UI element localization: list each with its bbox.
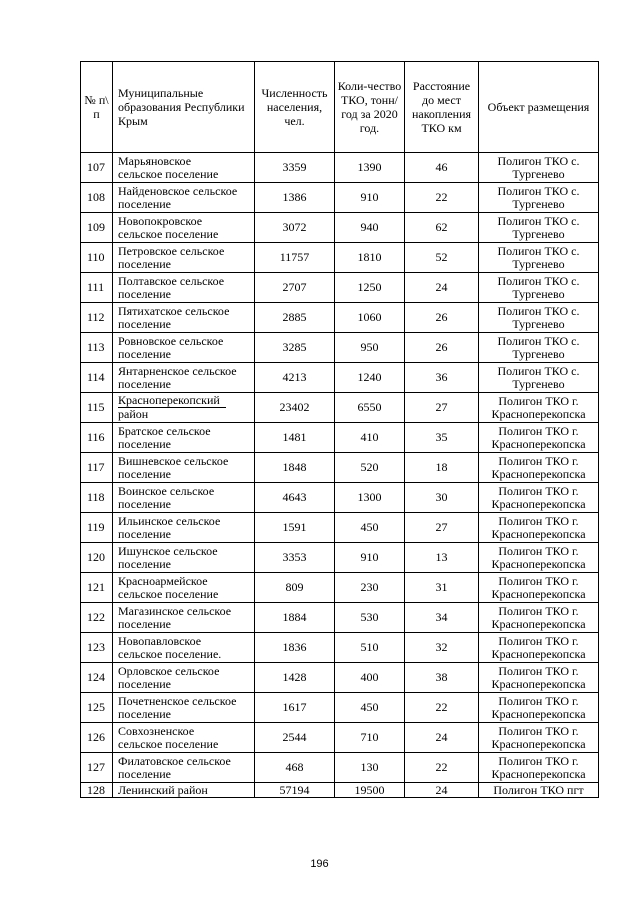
cell-distance: 22 [405, 693, 479, 723]
disposal-site-line: Полигон ТКО г. [498, 573, 579, 588]
cell-waste-amount: 510 [335, 633, 405, 663]
municipality-line: Новопавловское [118, 633, 202, 648]
cell-municipality [113, 423, 255, 453]
cell-population: 1428 [255, 663, 335, 693]
municipality-line: Почетненское сельское [118, 693, 237, 708]
cell-municipality [113, 663, 255, 693]
table-row [81, 153, 599, 183]
table-row [81, 603, 599, 633]
cell-distance: 24 [405, 723, 479, 753]
cell-disposal-site [479, 273, 599, 303]
cell-population: 1591 [255, 513, 335, 543]
cell-waste-amount: 520 [335, 453, 405, 483]
cell-population: 1481 [255, 423, 335, 453]
disposal-site-line: Полигон ТКО г. [498, 723, 579, 738]
cell-municipality [113, 243, 255, 273]
cell-number: 107 [81, 153, 113, 183]
cell-number: 115 [81, 393, 113, 423]
table-body [81, 153, 599, 798]
table-row [81, 663, 599, 693]
header-population: Численность населения, чел. [255, 62, 335, 153]
disposal-site-line: Полигон ТКО с. [497, 183, 580, 198]
cell-municipality [113, 543, 255, 573]
cell-municipality [113, 393, 255, 423]
header-municipality: Муниципальные образования Республики Крым [113, 62, 255, 153]
cell-disposal-site [479, 213, 599, 243]
cell-disposal-site [479, 753, 599, 783]
cell-number: 116 [81, 423, 113, 453]
municipality-line: Пятихатское сельское [118, 303, 230, 318]
table-row [81, 183, 599, 213]
cell-municipality [113, 333, 255, 363]
cell-distance: 31 [405, 573, 479, 603]
cell-population: 57194 [255, 783, 335, 798]
municipality-line: Ишунское сельское [118, 543, 218, 558]
disposal-site-line: Полигон ТКО с. [497, 273, 580, 288]
cell-distance: 22 [405, 753, 479, 783]
cell-population: 2885 [255, 303, 335, 333]
cell-number: 121 [81, 573, 113, 603]
cell-number: 119 [81, 513, 113, 543]
cell-distance: 24 [405, 273, 479, 303]
cell-disposal-site [479, 183, 599, 213]
cell-distance: 13 [405, 543, 479, 573]
cell-waste-amount: 910 [335, 543, 405, 573]
cell-waste-amount: 1810 [335, 243, 405, 273]
disposal-site-line: Полигон ТКО с. [497, 213, 580, 228]
cell-disposal-site [479, 783, 599, 798]
disposal-site-line: Тургенево [512, 226, 565, 241]
disposal-site-line: Красноперекопска [491, 586, 586, 601]
cell-population: 1836 [255, 633, 335, 663]
municipality-line: Братское сельское [118, 423, 211, 438]
cell-population: 3359 [255, 153, 335, 183]
disposal-site-line: Полигон ТКО г. [498, 603, 579, 618]
disposal-site-line: Тургенево [512, 166, 565, 181]
cell-waste-amount: 19500 [335, 783, 405, 798]
municipality-line: поселение [118, 466, 172, 481]
disposal-site-line: Полигон ТКО с. [497, 153, 580, 168]
municipality-line: Совхозненское [118, 723, 195, 738]
cell-number: 113 [81, 333, 113, 363]
cell-distance: 38 [405, 663, 479, 693]
cell-disposal-site [479, 303, 599, 333]
cell-municipality [113, 213, 255, 243]
cell-number: 128 [81, 783, 113, 798]
disposal-site-line: Тургенево [512, 256, 565, 271]
municipality-line: поселение [118, 556, 172, 571]
cell-number: 109 [81, 213, 113, 243]
cell-number: 110 [81, 243, 113, 273]
disposal-site-line: Полигон ТКО пгт [493, 782, 584, 797]
page-number: 196 [310, 858, 329, 870]
cell-disposal-site [479, 363, 599, 393]
cell-population: 4213 [255, 363, 335, 393]
municipality-line: Магазинское сельское [118, 603, 232, 618]
disposal-site-line: Тургенево [512, 376, 565, 391]
cell-distance: 52 [405, 243, 479, 273]
municipality-line: Петровское сельское [118, 243, 225, 258]
municipality-line: Марьяновское [118, 153, 192, 168]
cell-population: 3353 [255, 543, 335, 573]
cell-population: 11757 [255, 243, 335, 273]
cell-waste-amount: 1060 [335, 303, 405, 333]
municipality-line: Ровновское сельское [118, 333, 224, 348]
cell-population: 4643 [255, 483, 335, 513]
table-row [81, 423, 599, 453]
municipality-line: сельское поселение [118, 166, 219, 181]
cell-waste-amount: 450 [335, 693, 405, 723]
municipality-line: Воинское сельское [118, 483, 215, 498]
cell-number: 126 [81, 723, 113, 753]
cell-population: 3285 [255, 333, 335, 363]
cell-distance: 24 [405, 783, 479, 798]
cell-number: 112 [81, 303, 113, 333]
table-row [81, 333, 599, 363]
cell-number: 118 [81, 483, 113, 513]
disposal-site-line: Красноперекопска [491, 436, 586, 451]
municipality-line: поселение [118, 616, 172, 631]
table-row [81, 453, 599, 483]
cell-municipality [113, 183, 255, 213]
cell-municipality [113, 573, 255, 603]
cell-disposal-site [479, 633, 599, 663]
municipality-line: поселение [118, 286, 172, 301]
header-waste-amount: Коли-чество ТКО, тонн/год за 2020 год. [335, 62, 405, 153]
municipality-line: Найденовское сельское [118, 183, 238, 198]
cell-disposal-site [479, 393, 599, 423]
cell-municipality [113, 603, 255, 633]
disposal-site-line: Полигон ТКО с. [497, 363, 580, 378]
cell-population: 1884 [255, 603, 335, 633]
table-row [81, 483, 599, 513]
cell-number: 120 [81, 543, 113, 573]
disposal-site-line: Тургенево [512, 286, 565, 301]
disposal-site-line: Красноперекопска [491, 766, 586, 781]
disposal-site-line: Полигон ТКО г. [498, 453, 579, 468]
cell-disposal-site [479, 153, 599, 183]
disposal-site-line: Полигон ТКО г. [498, 693, 579, 708]
cell-municipality [113, 633, 255, 663]
cell-distance: 30 [405, 483, 479, 513]
cell-population: 23402 [255, 393, 335, 423]
municipality-line: Полтавское сельское [118, 273, 225, 288]
cell-disposal-site [479, 423, 599, 453]
table-header-row [81, 62, 599, 153]
header-number: № п\ п [81, 62, 113, 153]
municipality-line: поселение [118, 196, 172, 211]
cell-number: 117 [81, 453, 113, 483]
cell-municipality [113, 783, 255, 798]
municipality-line: район [118, 407, 149, 421]
cell-number: 123 [81, 633, 113, 663]
cell-waste-amount: 530 [335, 603, 405, 633]
cell-waste-amount: 1240 [335, 363, 405, 393]
cell-municipality [113, 513, 255, 543]
disposal-site-line: Красноперекопска [491, 466, 586, 481]
disposal-site-line: Полигон ТКО г. [498, 543, 579, 558]
disposal-site-line: Красноперекопска [491, 496, 586, 511]
cell-population: 1617 [255, 693, 335, 723]
disposal-site-line: Тургенево [512, 346, 565, 361]
municipality-line: сельское поселение [118, 586, 219, 601]
cell-disposal-site [479, 663, 599, 693]
cell-number: 111 [81, 273, 113, 303]
municipality-line: поселение [118, 316, 172, 331]
cell-distance: 26 [405, 303, 479, 333]
cell-disposal-site [479, 603, 599, 633]
cell-distance: 36 [405, 363, 479, 393]
cell-municipality [113, 303, 255, 333]
municipality-line: поселение [118, 676, 172, 691]
disposal-site-line: Красноперекопска [491, 526, 586, 541]
municipality-line: поселение [118, 766, 172, 781]
cell-waste-amount: 410 [335, 423, 405, 453]
municipality-line: поселение [118, 706, 172, 721]
municipality-line: поселение [118, 436, 172, 451]
disposal-site-line: Тургенево [512, 196, 565, 211]
disposal-site-line: Красноперекопска [491, 706, 586, 721]
cell-waste-amount: 1250 [335, 273, 405, 303]
cell-population: 3072 [255, 213, 335, 243]
municipality-line: сельское поселение [118, 226, 219, 241]
municipality-line: Ленинский район [118, 782, 208, 797]
cell-waste-amount: 1300 [335, 483, 405, 513]
cell-number: 108 [81, 183, 113, 213]
cell-disposal-site [479, 573, 599, 603]
cell-distance: 35 [405, 423, 479, 453]
cell-waste-amount: 130 [335, 753, 405, 783]
cell-waste-amount: 1390 [335, 153, 405, 183]
cell-population: 1848 [255, 453, 335, 483]
table-row [81, 213, 599, 243]
cell-municipality [113, 693, 255, 723]
table-row [81, 273, 599, 303]
table-row [81, 633, 599, 663]
table-row [81, 783, 599, 798]
disposal-site-line: Полигон ТКО г. [498, 483, 579, 498]
table-row [81, 723, 599, 753]
cell-waste-amount: 940 [335, 213, 405, 243]
cell-distance: 18 [405, 453, 479, 483]
cell-number: 127 [81, 753, 113, 783]
municipality-line: Ильинское сельское [118, 513, 221, 528]
cell-population: 2544 [255, 723, 335, 753]
disposal-site-line: Красноперекопска [491, 676, 586, 691]
table-row [81, 753, 599, 783]
disposal-site-line: Полигон ТКО г. [498, 423, 579, 438]
municipality-line: сельское поселение. [118, 646, 222, 661]
cell-number: 114 [81, 363, 113, 393]
table-row [81, 393, 599, 423]
cell-distance: 22 [405, 183, 479, 213]
cell-municipality [113, 453, 255, 483]
municipality-line: поселение [118, 256, 172, 271]
disposal-site-line: Красноперекопска [491, 406, 586, 421]
cell-municipality [113, 723, 255, 753]
cell-waste-amount: 910 [335, 183, 405, 213]
header-distance: Расстояние до мест накопления ТКО км [405, 62, 479, 153]
cell-number: 125 [81, 693, 113, 723]
cell-disposal-site [479, 333, 599, 363]
cell-distance: 27 [405, 393, 479, 423]
municipality-line: Вишневское сельское [118, 453, 229, 468]
cell-waste-amount: 450 [335, 513, 405, 543]
cell-municipality [113, 753, 255, 783]
disposal-site-line: Полигон ТКО г. [498, 633, 579, 648]
header-disposal-site: Объект размещения [479, 62, 599, 153]
cell-number: 122 [81, 603, 113, 633]
disposal-site-line: Тургенево [512, 316, 565, 331]
disposal-site-line: Полигон ТКО г. [498, 753, 579, 768]
table-row [81, 243, 599, 273]
municipality-line: Новопокровское [118, 213, 203, 228]
cell-disposal-site [479, 513, 599, 543]
cell-waste-amount: 950 [335, 333, 405, 363]
disposal-site-line: Полигон ТКО г. [498, 513, 579, 528]
cell-distance: 27 [405, 513, 479, 543]
disposal-site-line: Красноперекопска [491, 736, 586, 751]
table-row [81, 693, 599, 723]
disposal-site-line: Полигон ТКО г. [498, 663, 579, 678]
cell-population: 1386 [255, 183, 335, 213]
cell-municipality [113, 273, 255, 303]
disposal-site-line: Полигон ТКО с. [497, 243, 580, 258]
cell-number: 124 [81, 663, 113, 693]
disposal-site-line: Полигон ТКО с. [497, 303, 580, 318]
cell-municipality [113, 153, 255, 183]
table-row [81, 513, 599, 543]
table-row [81, 543, 599, 573]
cell-waste-amount: 230 [335, 573, 405, 603]
municipality-line: Филатовское сельское [118, 753, 231, 768]
cell-distance: 34 [405, 603, 479, 633]
table-row [81, 303, 599, 333]
municipality-line: Янтарненское сельское [118, 363, 237, 378]
municipality-line: поселение [118, 526, 172, 541]
municipality-line: Орловское сельское [118, 663, 220, 678]
cell-distance: 62 [405, 213, 479, 243]
disposal-site-line: Полигон ТКО с. [497, 333, 580, 348]
municipality-line: Красноперекопский [118, 394, 226, 408]
cell-municipality [113, 483, 255, 513]
table-row [81, 363, 599, 393]
cell-population: 468 [255, 753, 335, 783]
cell-disposal-site [479, 453, 599, 483]
disposal-site-line: Красноперекопска [491, 646, 586, 661]
municipality-line: сельское поселение [118, 736, 219, 751]
cell-disposal-site [479, 543, 599, 573]
waste-sites-table [80, 61, 599, 798]
cell-population: 2707 [255, 273, 335, 303]
municipality-line: поселение [118, 346, 172, 361]
cell-disposal-site [479, 723, 599, 753]
cell-distance: 46 [405, 153, 479, 183]
cell-waste-amount: 710 [335, 723, 405, 753]
cell-disposal-site [479, 243, 599, 273]
municipality-line: поселение [118, 376, 172, 391]
disposal-site-line: Красноперекопска [491, 616, 586, 631]
cell-distance: 26 [405, 333, 479, 363]
table-row [81, 573, 599, 603]
cell-population: 809 [255, 573, 335, 603]
municipality-line: поселение [118, 496, 172, 511]
disposal-site-line: Красноперекопска [491, 556, 586, 571]
cell-waste-amount: 6550 [335, 393, 405, 423]
municipality-line: Красноармейское [118, 573, 208, 588]
cell-distance: 32 [405, 633, 479, 663]
cell-disposal-site [479, 483, 599, 513]
cell-municipality [113, 363, 255, 393]
cell-disposal-site [479, 693, 599, 723]
disposal-site-line: Полигон ТКО г. [498, 393, 579, 408]
cell-waste-amount: 400 [335, 663, 405, 693]
